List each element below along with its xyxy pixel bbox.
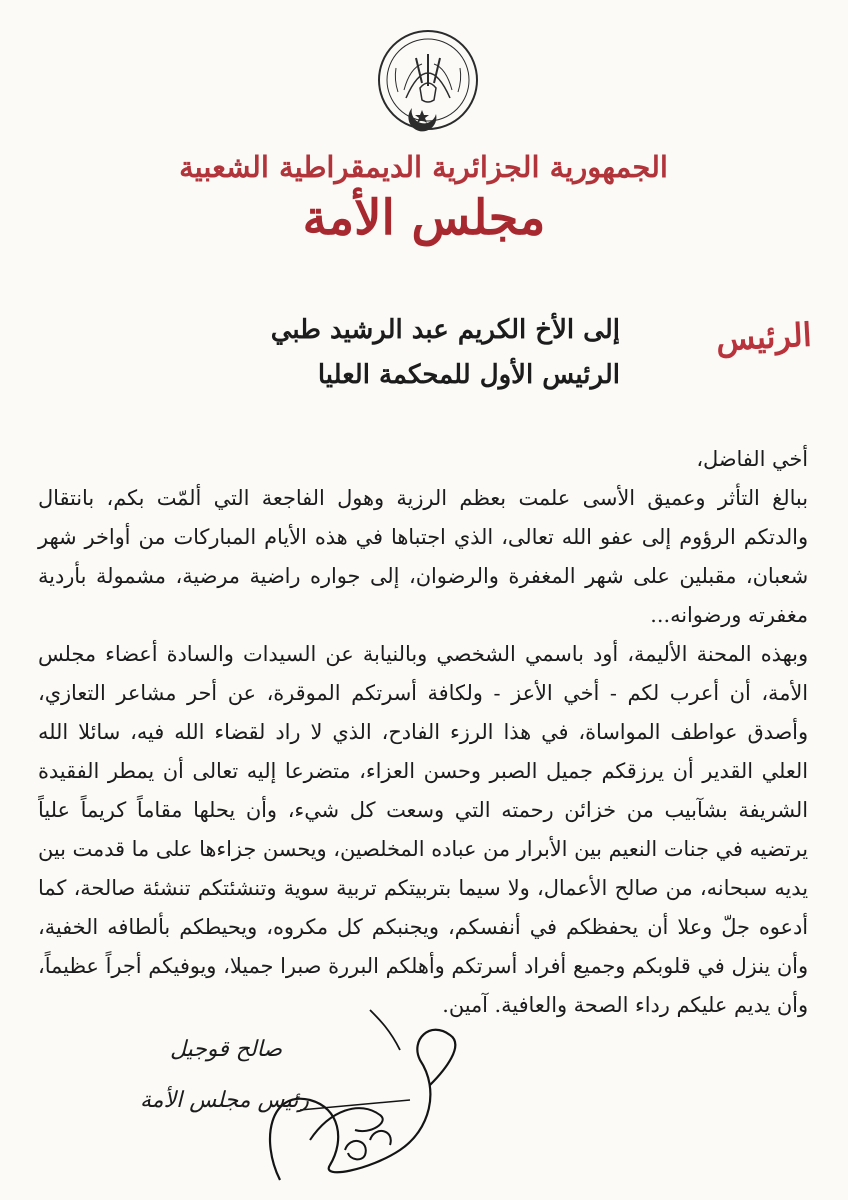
signatory-name: صالح قوجيل	[170, 1037, 283, 1062]
letter-paragraph-1: ببالغ التأثر وعميق الأسى علمت بعظم الرزية وهول الفاجعة التي ألمّت بكم، بانتقال والدتكم الرؤوم إلى عفو الله تعالى، الذي اجتباها في هذه الأيام المباركات من أواخر شهر شعبان، مقبلين على شهر المغفرة والرضوان، إلى جواره راضية مرضية، مشمولة بأردية مغفرته ورضوانه...	[38, 486, 808, 627]
emblem-seal-icon	[376, 28, 480, 132]
state-emblem	[376, 28, 480, 132]
addressee-name: إلى الأخ الكريم عبد الرشيد طبي	[270, 315, 620, 345]
republic-title: الجمهورية الجزائرية الديمقراطية الشعبية	[179, 150, 668, 184]
council-title: مجلس الأمة	[302, 190, 546, 246]
letter-paragraph-2: وبهذه المحنة الأليمة، أود باسمي الشخصي وبالنيابة عن السيدات والسادة أعضاء مجلس الأمة، أن أعرب لكم - أخي الأعز - ولكافة أسرتكم الموقرة، عن أحر مشاعر التعازي، وأصدق عواطف المواساة، في هذا الرزء الفادح، الذي لا راد لقضاء الله فيه، سائلا الله العلي القدير أن يرزقكم جميل الصبر وحسن العزاء، متضرعا إليه تعالى أن يمطر الفقيدة الشريفة بشآبيب من خزائن رحمته التي وسعت كل شيء، وأن يحلها مقاماً كريماً علياً يرتضيه في جنات النعيم بين الأبرار من عباده المخلصين، ويحسن جزاءها على ما قدمت بين يديه سبحانه، من صالح الأعمال، ولا سيما بتربيتكم تربية سوية وتنشئتكم تنشئة صالحة، كما أدعوه جلّ وعلا أن يحفظكم في أنفسكم، ويجنبكم كل مكروه، ويحيطكم بألطافه الخفية، وأن ينزل في قلوبكم وجميع أفراد أسرتكم وأهلكم البررة صبرا جميلا، ويوفيكم أجراً عظيماً، وأن يديم عليكم رداء الصحة والعافية. آمين.	[38, 642, 808, 1017]
letter-body	[38, 440, 808, 1025]
letter-greeting: أخي الفاضل،	[696, 447, 808, 471]
addressee-title: الرئيس الأول للمحكمة العليا	[317, 360, 620, 390]
president-stamp: الرئيس	[715, 315, 813, 359]
signatory-title: رئيس مجلس الأمة	[140, 1088, 309, 1113]
